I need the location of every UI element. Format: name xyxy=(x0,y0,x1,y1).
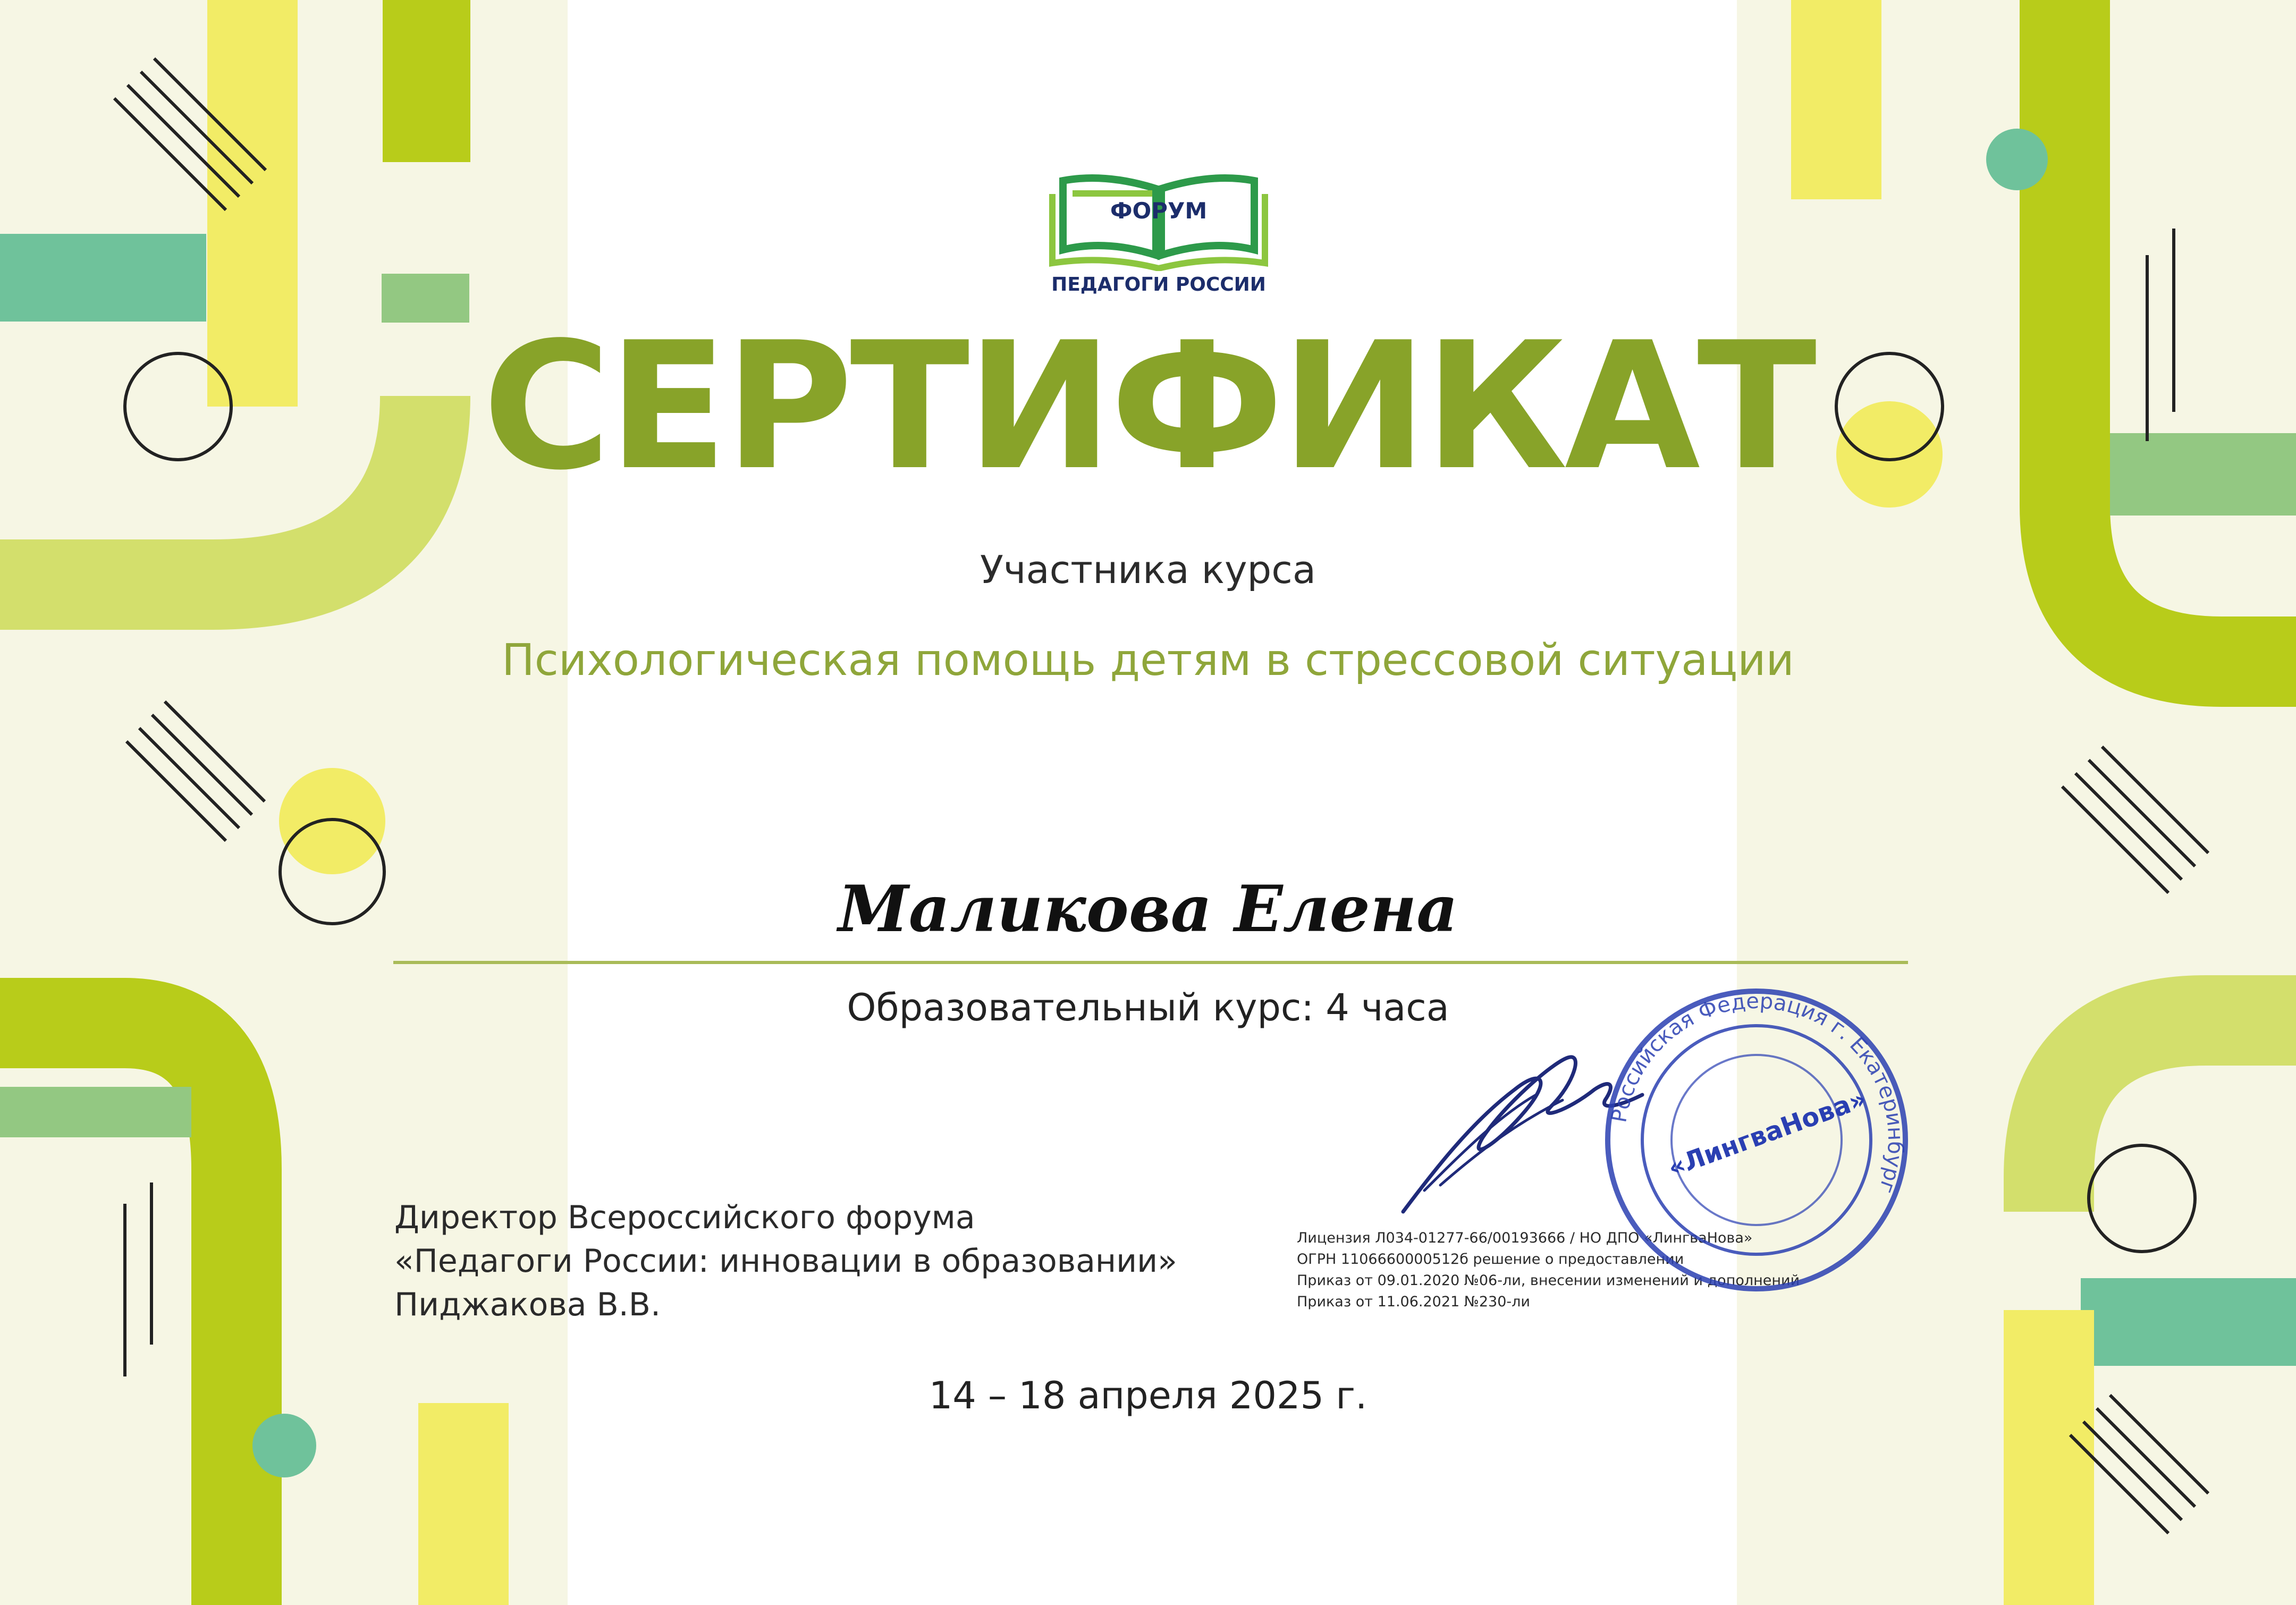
director-line-2: «Педагоги России: инновации в образовании» xyxy=(394,1243,1177,1280)
license-line-1: Лицензия Л034-01277-66/00193666 / НО ДПО «ЛингваНова» xyxy=(1297,1230,1753,1246)
license-line-3: Приказ от 09.01.2020 №06-ли, внесении изменений и дополнений xyxy=(1297,1272,1800,1289)
deco-yellow-bar xyxy=(418,1403,509,1605)
deco-yellow-bar xyxy=(2004,1310,2094,1605)
deco-teal-dot xyxy=(1986,129,2048,190)
certificate-title: СЕРТИФИКАТ xyxy=(482,305,1814,509)
certificate-subtitle: Участника курса xyxy=(980,547,1316,592)
director-block xyxy=(394,1196,1177,1327)
license-line-4: Приказ от 11.06.2021 №230-ли xyxy=(1297,1294,1530,1310)
logo-bottom-text: ПЕДАГОГИ РОССИИ xyxy=(1051,274,1266,295)
deco-arc xyxy=(2049,1020,2296,1212)
recipient-name: Маликова Елена xyxy=(838,872,1458,947)
deco-sage-bar xyxy=(382,274,469,323)
official-stamp xyxy=(1600,983,1913,1297)
svg-text:Российская Федерация г. Екатер: Российская Федерация г. Екатеринбург xyxy=(1607,989,1908,1197)
course-name: Психологическая помощь детям в стрессовой ситуации xyxy=(502,635,1794,686)
director-line-3: Пиджакова В.В. xyxy=(394,1286,661,1323)
deco-vertical-lines xyxy=(125,1182,151,1376)
deco-hatch xyxy=(2062,747,2208,893)
forum-logo xyxy=(1042,170,1276,314)
deco-circle-outline xyxy=(2089,1145,2195,1252)
course-dates: 14 – 18 апреля 2025 г. xyxy=(928,1374,1368,1417)
deco-lime-bar xyxy=(383,0,470,162)
course-hours: Образовательный курс: 4 часа xyxy=(847,986,1449,1029)
director-line-1: Директор Всероссийского форума xyxy=(394,1199,975,1236)
deco-yellow-bar xyxy=(1791,0,1881,199)
logo-top-text: ФОРУМ xyxy=(1110,198,1208,224)
name-underline xyxy=(393,961,1908,964)
deco-hatch xyxy=(126,702,265,841)
deco-teal-bar xyxy=(2081,1278,2296,1366)
deco-teal-dot xyxy=(252,1414,316,1477)
stamp-center-text: «ЛингваНова» xyxy=(1664,1084,1870,1184)
deco-sage-bar xyxy=(0,1087,191,1137)
license-line-2: ОГРН 1106660000512б решение о предоставлении xyxy=(1297,1251,1684,1268)
deco-teal-bar xyxy=(0,234,206,322)
